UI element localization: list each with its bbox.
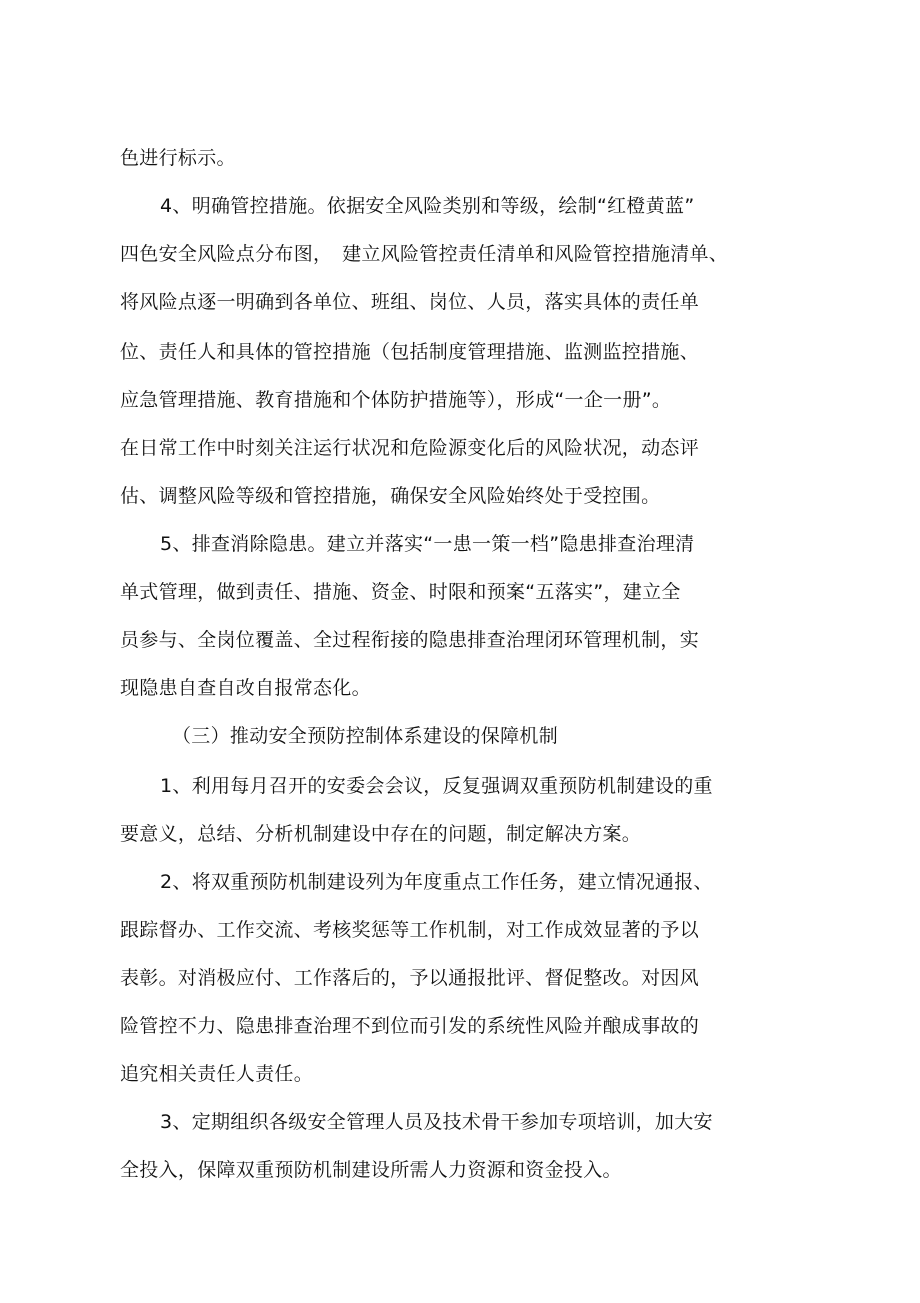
section-4-heading-line: 4、明确管控措施。依据安全风险类别和等级，绘制“红橙黄蓝” (160, 195, 695, 217)
text-line: 位、责任人和具体的管控措施（包括制度管理措施、监测监控措施、 (120, 341, 700, 363)
text-line: 单式管理，做到责任、措施、资金、时限和预案“五落实”，建立全 (120, 581, 681, 603)
text-line: 要意义，总结、分析机制建设中存在的问题，制定解决方案。 (120, 823, 642, 845)
text-line: 现隐患自查自改自报常态化。 (120, 677, 371, 699)
text-line: 应急管理措施、教育措施和个体防护措施等），形成“一企一册”。 (120, 389, 672, 411)
text-line: 全投入，保障双重预防机制建设所需人力资源和资金投入。 (120, 1159, 622, 1181)
subsection-heading: （三）推动安全预防控制体系建设的保障机制 (172, 725, 559, 747)
text-line: 员参与、全岗位覆盖、全过程衔接的隐患排查治理闭环管理机制，实 (120, 629, 700, 651)
item-2-line: 2、将双重预防机制建设列为年度重点工作任务，建立情况通报、 (160, 871, 713, 893)
text-line: 在日常工作中时刻关注运行状况和危险源变化后的风险状况，动态评 (120, 437, 700, 459)
item-3-line: 3、定期组织各级安全管理人员及技术骨干参加专项培训，加大安 (160, 1111, 713, 1133)
text-line: 估、调整风险等级和管控措施，确保安全风险始终处于受控围。 (120, 485, 661, 507)
text-line: 四色安全风险点分布图， 建立风险管控责任清单和风险管控措施清单、 (120, 243, 729, 265)
text-line: 追究相关责任人责任。 (120, 1063, 314, 1085)
text-line: 将风险点逐一明确到各单位、班组、岗位、人员，落实具体的责任单 (120, 291, 700, 313)
text-line: 跟踪督办、工作交流、考核奖惩等工作机制，对工作成效显著的予以 (120, 919, 700, 941)
text-line: 险管控不力、隐患排查治理不到位而引发的系统性风险并酿成事故的 (120, 1015, 700, 1037)
section-5-heading-line: 5、排查消除隐患。建立并落实“一患一策一档”隐患排查治理清 (160, 533, 695, 555)
text-line: 表彰。对消极应付、工作落后的，予以通报批评、督促整改。对因风 (120, 967, 700, 989)
item-1-line: 1、利用每月召开的安委会会议，反复强调双重预防机制建设的重 (160, 775, 713, 797)
text-line: 色进行标示。 (120, 147, 236, 169)
